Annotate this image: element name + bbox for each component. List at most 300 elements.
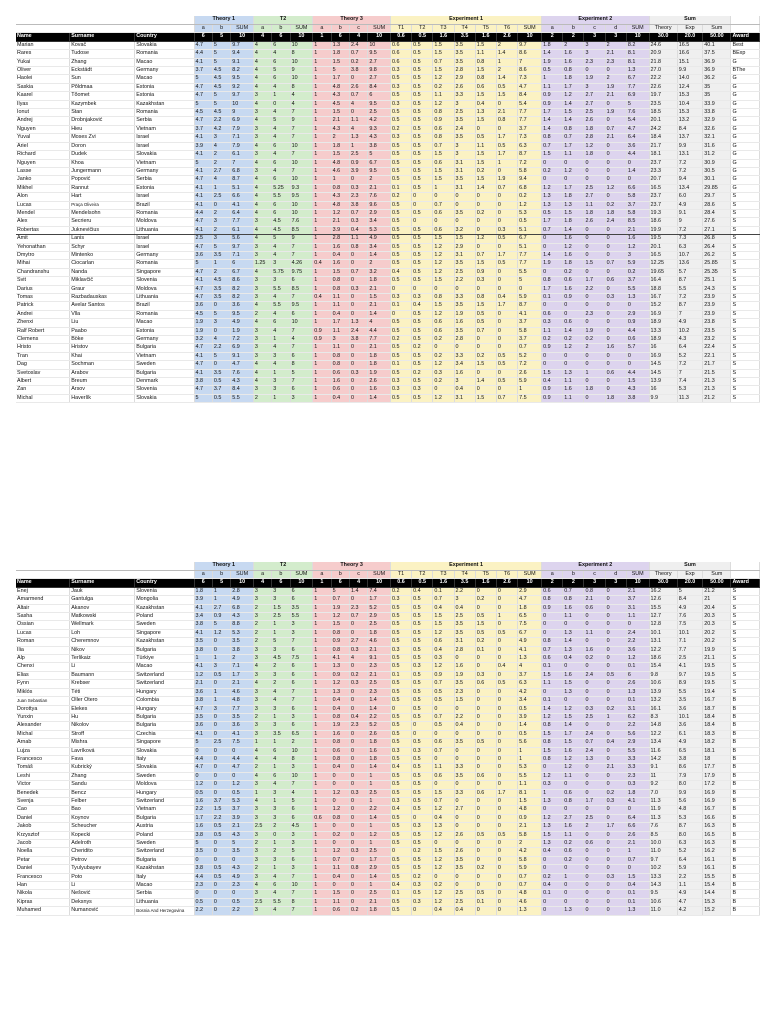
cell-score: 0.5	[496, 142, 517, 150]
cell-score: 4.4	[194, 209, 212, 217]
cell-score: 0	[475, 243, 496, 251]
cell-score: 0	[584, 638, 605, 646]
cell-score: 0.3	[626, 781, 649, 789]
cell-score: 0	[605, 176, 626, 184]
cell-score: 4.9	[677, 201, 702, 209]
cell-name: Nikola	[16, 890, 70, 898]
cell-score: 2.9	[454, 243, 475, 251]
cell-score: 4	[253, 100, 271, 108]
cell-score: 1	[313, 184, 331, 192]
cell-score: 1.1	[677, 882, 702, 890]
cell-score: 19.5	[649, 235, 677, 243]
cell-score: 16.9	[649, 352, 677, 360]
cell-score: 1.3	[626, 907, 649, 915]
cell-score: 3.3	[626, 755, 649, 763]
cell-score: 3	[290, 865, 313, 873]
cell-score: 0.5	[412, 865, 433, 873]
cell-score: 0	[605, 226, 626, 234]
cell-score: 0.2	[542, 167, 563, 175]
cell-score: 0.5	[390, 277, 411, 285]
cell-score: 0	[584, 613, 605, 621]
cell-score: 2.7	[454, 806, 475, 814]
cell-score: 0	[605, 747, 626, 755]
cell-score: 1.2	[433, 865, 454, 873]
cell-score: 0	[584, 226, 605, 234]
cell-name: Oliver	[16, 67, 70, 75]
cell-score: 0	[563, 352, 584, 360]
cell-country: Kazakhstan	[135, 604, 194, 612]
cell-score: 2	[253, 604, 271, 612]
cell-score: 0	[433, 873, 454, 881]
cell-score: 0.7	[542, 142, 563, 150]
cell-score: 1	[313, 873, 331, 881]
cell-score: 4	[253, 268, 271, 276]
cell-score: 1.4	[542, 251, 563, 259]
cell-score: 9.5	[649, 890, 677, 898]
cell-score: 2.3	[584, 58, 605, 66]
cell-score: 2.2	[212, 344, 230, 352]
cell-score: 2.1	[496, 109, 517, 117]
cell-score: 2.6	[368, 378, 391, 386]
cell-score: 3.4	[368, 243, 391, 251]
cell-score: 0.3	[349, 848, 367, 856]
cell-score: 3.8	[194, 697, 212, 705]
cell-score: 35	[703, 83, 731, 91]
cell-score: 10	[290, 75, 313, 83]
col-max-points: 10	[231, 33, 254, 41]
cell-award: S	[731, 629, 760, 637]
cell-score: 0	[212, 764, 230, 772]
cell-score: 2	[253, 638, 271, 646]
cell-name: Daniel	[16, 814, 70, 822]
cell-score: 23.3	[649, 167, 677, 175]
cell-surname: Kovač	[70, 41, 135, 49]
cell-score: 16.5	[703, 831, 731, 839]
cell-score: 0	[605, 596, 626, 604]
cell-score: 4.7	[518, 83, 542, 91]
cell-score: 0.8	[563, 125, 584, 133]
cell-score: 2.3	[349, 193, 367, 201]
cell-score: 3	[290, 840, 313, 848]
cell-score: 3.9	[231, 814, 254, 822]
cell-score: 0.5	[412, 856, 433, 864]
cell-score: 0	[496, 713, 517, 721]
cell-score: 0	[584, 268, 605, 276]
cell-score: 7.7	[368, 336, 391, 344]
cell-score: 9.3	[290, 184, 313, 192]
cell-score: 10	[290, 209, 313, 217]
cell-score: 4.7	[626, 125, 649, 133]
cell-score: 0.5	[390, 655, 411, 663]
cell-score: 19.7	[649, 92, 677, 100]
col-max-points: 2	[563, 33, 584, 41]
cell-name: Yunxin	[16, 713, 70, 721]
cell-score: 0	[433, 755, 454, 763]
cell-score: 4.7	[194, 294, 212, 302]
cell-score: 5.4	[518, 100, 542, 108]
cell-score: 0.5	[496, 378, 517, 386]
cell-score: 2.2	[194, 806, 212, 814]
cell-score: 0.5	[412, 50, 433, 58]
cell-award: B	[731, 730, 760, 738]
cell-score: 0.5	[390, 218, 411, 226]
cell-score: 1	[212, 655, 230, 663]
cell-surname: Secrieru	[70, 218, 135, 226]
cell-score: 0.1	[542, 663, 563, 671]
col-max-points: 50.00	[703, 33, 731, 41]
cell-score: 0.8	[563, 596, 584, 604]
cell-score: 9.7	[677, 671, 702, 679]
cell-score: 1.9	[542, 260, 563, 268]
cell-score: 0.8	[496, 117, 517, 125]
cell-score: 0	[542, 898, 563, 906]
cell-score: 1.5	[563, 209, 584, 217]
cell-score: 2.5	[349, 151, 367, 159]
group-header-row	[16, 16, 760, 25]
table-row	[16, 629, 760, 637]
cell-award: S	[731, 193, 760, 201]
cell-name: Richard	[16, 151, 70, 159]
table-row	[16, 83, 760, 91]
cell-score: 3.3	[454, 352, 475, 360]
cell-score: 7.7	[518, 260, 542, 268]
cell-score: 6	[290, 587, 313, 595]
cell-score: 0	[212, 747, 230, 755]
cell-score: 0.2	[605, 789, 626, 797]
cell-score: 2.1	[626, 840, 649, 848]
cell-surname: Ciocarlan	[70, 260, 135, 268]
cell-score: 0	[331, 772, 349, 780]
cell-score: 1	[313, 604, 331, 612]
cell-score: 3.7	[518, 671, 542, 679]
cell-score: 0.4	[349, 713, 367, 721]
cell-score: 0	[496, 848, 517, 856]
cell-country: Switzerland	[135, 680, 194, 688]
cell-score: 1	[313, 865, 331, 873]
cell-score: 0.5	[212, 873, 230, 881]
cell-score: 0	[475, 713, 496, 721]
cell-score: 1	[313, 671, 331, 679]
cell-score: 2	[272, 848, 290, 856]
cell-score: 3.7	[518, 319, 542, 327]
cell-score: 0.5	[605, 671, 626, 679]
cell-score: 0	[584, 294, 605, 302]
cell-score: 1	[313, 134, 331, 142]
cell-score: 0.8	[349, 243, 367, 251]
cell-score: 20.1	[649, 117, 677, 125]
cell-surname: Haverlík	[70, 394, 135, 402]
cell-name: Juan Sebastian	[16, 697, 70, 705]
table-row	[16, 167, 760, 175]
cell-score: 2.8	[584, 134, 605, 142]
cell-score: 2.3	[368, 688, 391, 696]
cell-score: 0	[212, 755, 230, 763]
cell-score: 0	[496, 285, 517, 293]
table-row	[16, 344, 760, 352]
cell-score: 30.5	[703, 167, 731, 175]
cell-score: 0	[542, 235, 563, 243]
cell-score: 4.8	[677, 806, 702, 814]
cell-score: 4.3	[677, 336, 702, 344]
cell-score: 0	[605, 327, 626, 335]
cell-score: 10	[290, 142, 313, 150]
col-max-points: 50.00	[703, 579, 731, 587]
cell-score: 0.8	[331, 713, 349, 721]
cell-score: 0	[349, 840, 367, 848]
cell-score: 0	[496, 882, 517, 890]
cell-score: 21.1	[703, 655, 731, 663]
col-max-points: 10	[368, 579, 391, 587]
cell-score: 2.4	[349, 41, 367, 49]
cell-score: 0	[349, 797, 367, 805]
cell-surname: Scheucher	[70, 823, 135, 831]
cell-score: 0	[496, 890, 517, 898]
cell-award: G	[731, 58, 760, 66]
cell-score: 6.1	[231, 151, 254, 159]
cell-name: Ionut	[16, 109, 70, 117]
cell-score: 0.4	[390, 882, 411, 890]
cell-score: 0.6	[433, 772, 454, 780]
cell-score: 3	[253, 722, 271, 730]
cell-score: 0	[605, 151, 626, 159]
cell-name: Rares	[16, 50, 70, 58]
cell-score: 0.5	[212, 823, 230, 831]
cell-score: 1.8	[605, 209, 626, 217]
cell-score: 17.9	[703, 772, 731, 780]
cell-score: 6	[272, 58, 290, 66]
cell-score: 0.7	[433, 747, 454, 755]
cell-score: 0	[212, 789, 230, 797]
table-row	[16, 378, 760, 386]
cell-score: 0	[433, 730, 454, 738]
cell-score: 4.7	[231, 361, 254, 369]
table-row	[16, 814, 760, 822]
cell-score: 2.1	[331, 117, 349, 125]
cell-score: 0.5	[412, 831, 433, 839]
col-max-points: 6	[331, 579, 349, 587]
cell-score: 1.1	[331, 302, 349, 310]
cell-score: 2.9	[454, 75, 475, 83]
cell-score: 1.3	[433, 823, 454, 831]
cell-score: 0.8	[542, 755, 563, 763]
cell-score: 7	[290, 327, 313, 335]
cell-score: 2	[231, 655, 254, 663]
cell-score: 0.5	[412, 310, 433, 318]
cell-score: 0	[454, 882, 475, 890]
cell-score: 3.7	[518, 336, 542, 344]
cell-country: Serbia	[135, 117, 194, 125]
cell-score: 3.5	[454, 260, 475, 268]
cell-score: 15.3	[677, 92, 702, 100]
cell-score: 0.5	[390, 907, 411, 915]
cell-score: 1.5	[454, 697, 475, 705]
subheader-cell: b	[212, 571, 230, 579]
cell-name: Saskia	[16, 83, 70, 91]
cell-score: 13.3	[649, 327, 677, 335]
cell-score: 1	[313, 92, 331, 100]
cell-score: 0	[542, 907, 563, 915]
cell-score: 0.9	[433, 117, 454, 125]
cell-score: 3	[584, 83, 605, 91]
cell-score: 0.5	[390, 613, 411, 621]
cell-score: 1	[313, 629, 331, 637]
cell-score: 3	[212, 663, 230, 671]
cell-name: Mihai	[16, 260, 70, 268]
cell-score: 3	[253, 336, 271, 344]
cell-score: 3.5	[194, 638, 212, 646]
cell-score: 4	[253, 378, 271, 386]
cell-surname: Kazymbek	[70, 100, 135, 108]
cell-score: 0.6	[331, 907, 349, 915]
cell-score: 0.2	[349, 907, 367, 915]
cell-score: 15.3	[677, 109, 702, 117]
cell-score: 1.1	[563, 613, 584, 621]
cell-score: 1.9	[584, 75, 605, 83]
cell-score: 0.5	[390, 697, 411, 705]
cell-score: 0	[496, 596, 517, 604]
cell-score: 1	[272, 713, 290, 721]
cell-score: 0.9	[331, 671, 349, 679]
cell-score: 16.7	[703, 697, 731, 705]
cell-score: 1.9	[584, 327, 605, 335]
cell-score: 0	[349, 352, 367, 360]
cell-score: 6.7	[368, 159, 391, 167]
cell-score: 1	[313, 772, 331, 780]
cell-score: 6	[368, 92, 391, 100]
cell-award: G	[731, 134, 760, 142]
cell-score: 1.3	[626, 688, 649, 696]
cell-name: Chenxi	[16, 663, 70, 671]
cell-score: 3.7	[231, 806, 254, 814]
cell-score: 4.9	[677, 319, 702, 327]
cell-score: 0.2	[626, 268, 649, 276]
cell-score: 0.4	[313, 294, 331, 302]
cell-score: 4	[272, 134, 290, 142]
cell-score: 0.5	[412, 83, 433, 91]
cell-score: 13.6	[677, 260, 702, 268]
cell-score: 0.5	[518, 705, 542, 713]
cell-name: Nguyen	[16, 125, 70, 133]
cell-score: 4	[272, 907, 290, 915]
cell-country: Bulgaria	[135, 722, 194, 730]
cell-surname: Cheremnov	[70, 638, 135, 646]
cell-score: 0	[496, 344, 517, 352]
cell-score: 0	[584, 688, 605, 696]
cell-surname: Zhang	[70, 772, 135, 780]
cell-score: 5.5	[626, 285, 649, 293]
cell-score: 8.7	[677, 302, 702, 310]
cell-score: 18.7	[703, 705, 731, 713]
cell-score: 4.1	[518, 646, 542, 654]
cell-score: 7	[290, 907, 313, 915]
cell-score: 2.1	[518, 823, 542, 831]
cell-score: 2.3	[626, 772, 649, 780]
cell-score: 25.85	[703, 260, 731, 268]
table-row	[16, 50, 760, 58]
cell-score: 0	[496, 604, 517, 612]
table-row	[16, 806, 760, 814]
cell-score: 6	[272, 747, 290, 755]
cell-score: 0.3	[412, 823, 433, 831]
cell-score: 0.8	[331, 739, 349, 747]
table-row	[16, 873, 760, 881]
cell-score: 0	[475, 814, 496, 822]
cell-score: 1	[313, 378, 331, 386]
cell-score: 1.8	[563, 218, 584, 226]
cell-score: 0.5	[542, 67, 563, 75]
cell-score: 3.5	[454, 327, 475, 335]
cell-country: Moldova	[135, 285, 194, 293]
cell-country: Israel	[135, 235, 194, 243]
table-row	[16, 184, 760, 192]
cell-score: 0.5	[390, 781, 411, 789]
cell-score: 0	[563, 159, 584, 167]
cell-score: 31.6	[703, 142, 731, 150]
cell-score: 4.4	[368, 327, 391, 335]
cell-score: 6	[272, 882, 290, 890]
cell-surname: Hristov	[70, 344, 135, 352]
cell-score: 0.9	[542, 92, 563, 100]
cell-score: 1.8	[605, 394, 626, 402]
cell-name: Roman	[16, 638, 70, 646]
cell-score: 0.5	[412, 243, 433, 251]
group-header-theory-1: Theory 1	[194, 562, 253, 571]
cell-score: 6	[290, 310, 313, 318]
cell-score: 0	[349, 629, 367, 637]
cell-score: 3.5	[212, 294, 230, 302]
cell-score: 0.5	[390, 604, 411, 612]
cell-score: 4.8	[231, 697, 254, 705]
cell-surname: Mendelsohn	[70, 209, 135, 217]
cell-score: 0.3	[349, 646, 367, 654]
cell-score: 1.3	[542, 193, 563, 201]
cell-score: 4.7	[194, 285, 212, 293]
col-max-points: 2.6	[496, 579, 517, 587]
cell-score: 1.4	[475, 184, 496, 192]
table-row	[16, 193, 760, 201]
table-row	[16, 722, 760, 730]
cell-country: Bulgaria	[135, 646, 194, 654]
cell-score: 1.5	[433, 151, 454, 159]
cell-score: 3.8	[349, 336, 367, 344]
cell-score: 0.2	[518, 193, 542, 201]
cell-score: 0	[433, 781, 454, 789]
cell-score: 1.9	[368, 369, 391, 377]
cell-score: 5.9	[518, 294, 542, 302]
cell-award: S	[731, 369, 760, 377]
cell-score: 1	[313, 352, 331, 360]
cell-score: 0	[433, 840, 454, 848]
cell-score: 2.2	[677, 873, 702, 881]
table-row	[16, 865, 760, 873]
cell-score: 0.1	[626, 898, 649, 906]
cell-score: 4	[253, 747, 271, 755]
cell-score: 0.5	[390, 327, 411, 335]
cell-score: 2.9	[518, 587, 542, 595]
cell-score: 1	[368, 840, 391, 848]
cell-score: 0.5	[390, 369, 411, 377]
cell-score: 3	[272, 587, 290, 595]
cell-score: 1.4	[368, 310, 391, 318]
table-row	[16, 671, 760, 679]
cell-score: 0	[563, 898, 584, 906]
cell-score: 2.2	[626, 722, 649, 730]
cell-score: 0	[349, 394, 367, 402]
cell-score: 4.1	[194, 167, 212, 175]
cell-score: 4.8	[518, 890, 542, 898]
cell-award: B	[731, 705, 760, 713]
cell-score: 1	[368, 772, 391, 780]
